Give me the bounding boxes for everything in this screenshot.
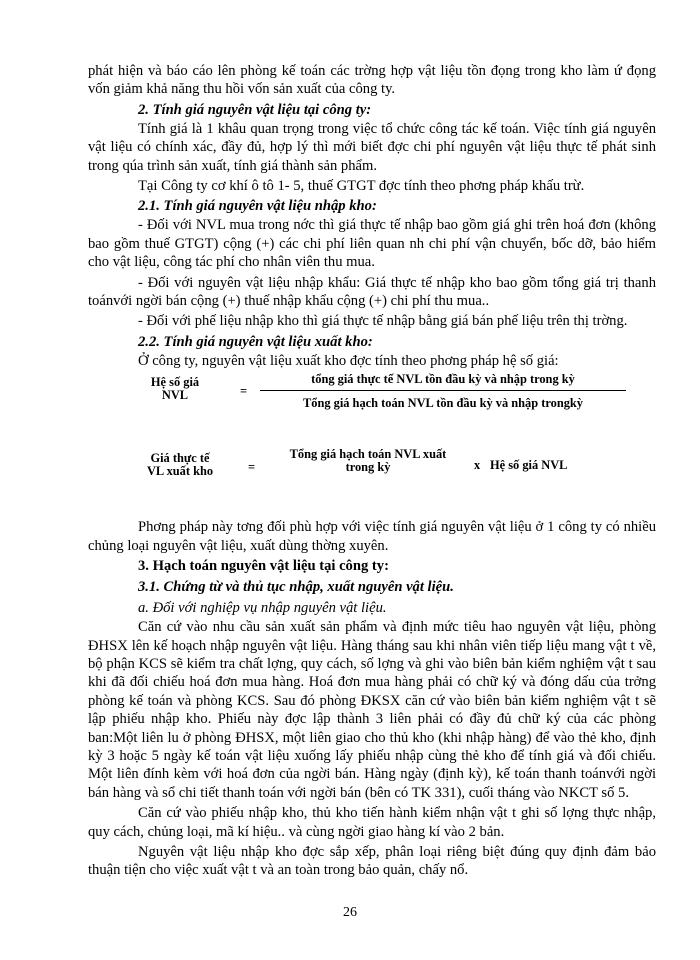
formula1-lhs xyxy=(140,376,210,402)
paragraph-domestic-purchase: - Đối với NVL mua trong nớc thì giá thực tế nhập bao gồm giá ghi trên hoá đơn (không bao gồm thuế GTGT) cộng (+) các chi phí liên quan nh chi phí vận chuyển, bốc dỡ, bảo hiểm cho vật liệu, công tác phí cho nhân viên thu mua. xyxy=(88,217,656,271)
formula2-lhs-line1: Giá thực tế xyxy=(150,451,210,466)
formula2-equals: = xyxy=(248,460,256,475)
formula2-factor: Hệ số giá NVL xyxy=(490,458,568,473)
document-page xyxy=(88,62,656,880)
formula1-fraction-line xyxy=(260,390,626,391)
heading-2-1: 2.1. Tính giá nguyên vật liệu nhập kho: xyxy=(138,198,377,215)
paragraph-pricing-intro: Tính giá là 1 khâu quan trọng trong việc tổ chức công tác kế toán. Việc tính giá nguyên vật liệu có chính xác, đầy đủ, hợp lý thì mới biết đợc chi phí nguyên vật liệu thực tế phát sinh trong qúa trình sản xuất, tính giá thành sản phẩm. xyxy=(88,120,656,174)
paragraph-continuation: phát hiện và báo cáo lên phòng kế toán các trờng hợp vật liệu tồn đọng trong kho làm ứ đọng vốn giảm khả năng thu hồi vốn sản xuất của công ty. xyxy=(88,63,656,98)
formula2-times: x xyxy=(474,458,481,473)
formula1-numerator: tổng giá thực tế NVL tồn đầu kỳ và nhập trong kỳ xyxy=(311,372,575,387)
heading-a: a. Đối với nghiệp vụ nhập nguyên vật liệu. xyxy=(138,600,387,617)
paragraph-receiving-procedure: Căn cứ vào nhu cầu sản xuất sản phẩm và định mức tiêu hao nguyên vật liệu, phòng ĐHSX lên kế hoạch nhập nguyên vật liệu. Hàng tháng sau khi nhân viên tiếp liệu mang vật t về, bộ phận KCS sẽ kiểm tra chất lợng, quy cách, số lợng và ghi vào biên bản kiểm nghiệm vật t sau khi đã đối chiếu hoá đơn mua hàng. Hoá đơn mua hàng phải có chữ ký và đóng dấu của trởng phòng kế toán và phòng KCS. Sau đó phòng ĐKSX căn cứ vào biên bản kiểm nghiệm vật t sẽ lập phiếu nhập kho. Phiếu này đợc lập thành 3 liên phải có đầy đủ chữ ký của các phòng ban:Một liên lu ở phòng ĐHSX, một liên giao cho thủ kho (khi nhập hàng) để vào thẻ kho, định kỳ 3 hoặc 5 ngày kế toán vật liệu xuống lấy phiếu nhập cùng thẻ kho để tính giá và đối chiếu. Một liên đính kèm với hoá đơn của ngời bán. Hàng ngày (định kỳ), kế toán thanh toánvới ngời bán hàng và sổ chi tiết thanh toán với ngời bán (bên có TK 331), cuối tháng vào NKCT số 5. xyxy=(88,619,656,801)
heading-3-1: 3.1. Chứng từ và thủ tục nhập, xuất nguyên vật liệu. xyxy=(138,579,454,596)
heading-3: 3. Hạch toán nguyên vật liệu tại công ty: xyxy=(138,558,389,575)
formula2-lhs xyxy=(140,452,220,478)
paragraph-scrap-material: - Đối với phế liệu nhập kho thì giá thực tế nhập bằng giá bán phế liệu trên thị trờng. xyxy=(138,313,628,330)
heading-2-2: 2.2. Tính giá nguyên vật liệu xuất kho: xyxy=(138,333,373,350)
formula1-denominator: Tổng giá hạch toán NVL tồn đầu kỳ và nhập trongkỳ xyxy=(302,396,584,411)
formula1-equals: = xyxy=(240,384,248,399)
paragraph-vat-method: Tại Công ty cơ khí ô tô 1- 5, thuế GTGT đợc tính theo phơng pháp khấu trừ. xyxy=(138,178,585,195)
formula2-fraction xyxy=(268,448,468,474)
formula-issued-material-price xyxy=(88,448,656,518)
formula2-numerator: Tổng giá hạch toán NVL xuất xyxy=(289,447,447,462)
formula-price-coefficient xyxy=(88,370,656,448)
formula2-denominator: trong kỳ xyxy=(345,460,391,475)
formula1-lhs-line2: NVL xyxy=(161,388,189,403)
paragraph-storage-arrangement: Nguyên vật liệu nhập kho đợc sắp xếp, phân loại riêng biệt đúng quy định đảm bảo thuận tiện cho việc xuất vật t và an toàn trong bảo quản, chấy nổ. xyxy=(88,843,656,879)
paragraph-method-suitability: Phơng pháp này tơng đối phù hợp với việc tính giá nguyên vật liệu ở 1 công ty có nhiều chủng loại nguyên vật liệu, xuất dùng thờng xuyên. xyxy=(88,519,656,554)
paragraph-imported-material: - Đối với nguyên vật liệu nhập khẩu: Giá thực tế nhập kho bao gồm tổng giá trị thanh toánvới ngời bán cộng (+) thuế nhập khẩu cộng (+) chi phí thu mua.. xyxy=(88,274,656,310)
page-number: 26 xyxy=(343,905,357,920)
paragraph-warehouse-check: Căn cứ vào phiếu nhập kho, thủ kho tiến hành kiểm nhận vật t ghi số lợng thực nhập, quy cách, chủng loại, mã kí hiệu.. và cùng ngời giao hàng kí vào 2 bản. xyxy=(88,805,656,840)
paragraph-coefficient-method: Ở công ty, nguyên vật liệu xuất kho đợc tính theo phơng pháp hệ số giá: xyxy=(138,352,559,369)
formula1-lhs-line1: Hệ số giá xyxy=(150,375,200,390)
heading-2: 2. Tính giá nguyên vật liệu tại công ty: xyxy=(138,101,372,118)
formula2-lhs-line2: VL xuất kho xyxy=(146,464,214,479)
